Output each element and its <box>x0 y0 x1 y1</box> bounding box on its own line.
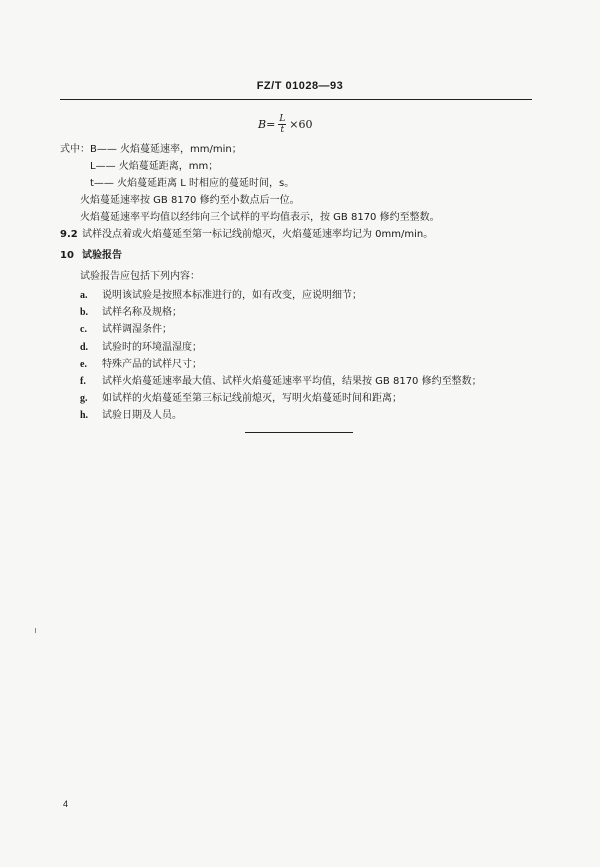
section-number: 10 <box>60 250 74 261</box>
clause-text: 试样没点着或火焰蔓延至第一标记线前熄灭，火焰蔓延速率均记为 0mm/min。 <box>82 229 434 240</box>
rounding-paragraph-1: 火焰蔓延速率按 GB 8170 修约至小数点后一位。 <box>80 195 300 206</box>
report-item <box>80 286 362 301</box>
report-item-marker: g. <box>80 393 88 405</box>
where-line-t: t—— 火焰蔓延距离 L 时相应的蔓延时间，s。 <box>90 178 295 189</box>
report-item <box>80 320 172 335</box>
report-item <box>80 372 482 387</box>
report-item-marker: a. <box>80 290 88 301</box>
report-item-text: 试样火焰蔓延速率最大值、试样火焰蔓延速率平均值，结果按 GB 8170 修约至整数； <box>102 376 482 387</box>
report-item <box>80 406 182 421</box>
report-item-marker: c. <box>80 324 87 336</box>
report-item <box>80 338 202 353</box>
report-item-text: 如试样的火焰蔓延至第三标记线前熄灭，写明火焰蔓延时间和距离； <box>102 393 402 405</box>
scan-speck <box>35 628 36 633</box>
report-item-marker: e. <box>80 358 87 370</box>
report-item <box>80 303 182 318</box>
report-item <box>80 355 202 370</box>
report-item-text: 试验日期及人员。 <box>102 410 182 422</box>
end-rule <box>245 432 353 433</box>
report-item-text: 说明该试验是按照本标准进行的，如有改变，应说明细节； <box>102 290 362 301</box>
report-item-text: 试样名称及规格； <box>102 307 182 319</box>
formula-rhs: ×60 <box>289 118 313 131</box>
report-item-marker: d. <box>80 341 89 353</box>
formula-fraction <box>278 114 286 135</box>
section-title: 试验报告 <box>82 250 122 261</box>
report-item-text: 特殊产品的试样尺寸； <box>102 358 202 370</box>
report-item-marker: f. <box>80 376 86 387</box>
report-item <box>80 389 402 404</box>
report-item-marker: b. <box>80 307 89 319</box>
page-number: 4 <box>63 799 69 809</box>
where-line-b: 式中：B—— 火焰蔓延速率，mm/min； <box>60 144 242 155</box>
report-item-marker: h. <box>80 410 89 422</box>
report-item-text: 试样调湿条件； <box>102 324 172 336</box>
report-item-text: 试验时的环境温湿度； <box>102 341 202 353</box>
formula-numerator: L <box>279 114 286 124</box>
clause-number: 9.2 <box>60 229 78 240</box>
rate-formula <box>258 114 313 135</box>
standard-code-header: FZ/T 01028—93 <box>256 80 344 92</box>
formula-lhs: B= <box>258 118 276 131</box>
where-line-l: L—— 火焰蔓延距离，mm； <box>90 161 219 172</box>
section-10-heading <box>60 246 122 261</box>
clause-9-2 <box>60 225 433 240</box>
formula-denominator: t <box>280 125 285 135</box>
header-rule <box>60 99 532 100</box>
report-intro: 试验报告应包括下列内容： <box>80 271 200 282</box>
rounding-paragraph-2: 火焰蔓延速率平均值以经纬向三个试样的平均值表示，按 GB 8170 修约至整数。 <box>80 212 440 223</box>
